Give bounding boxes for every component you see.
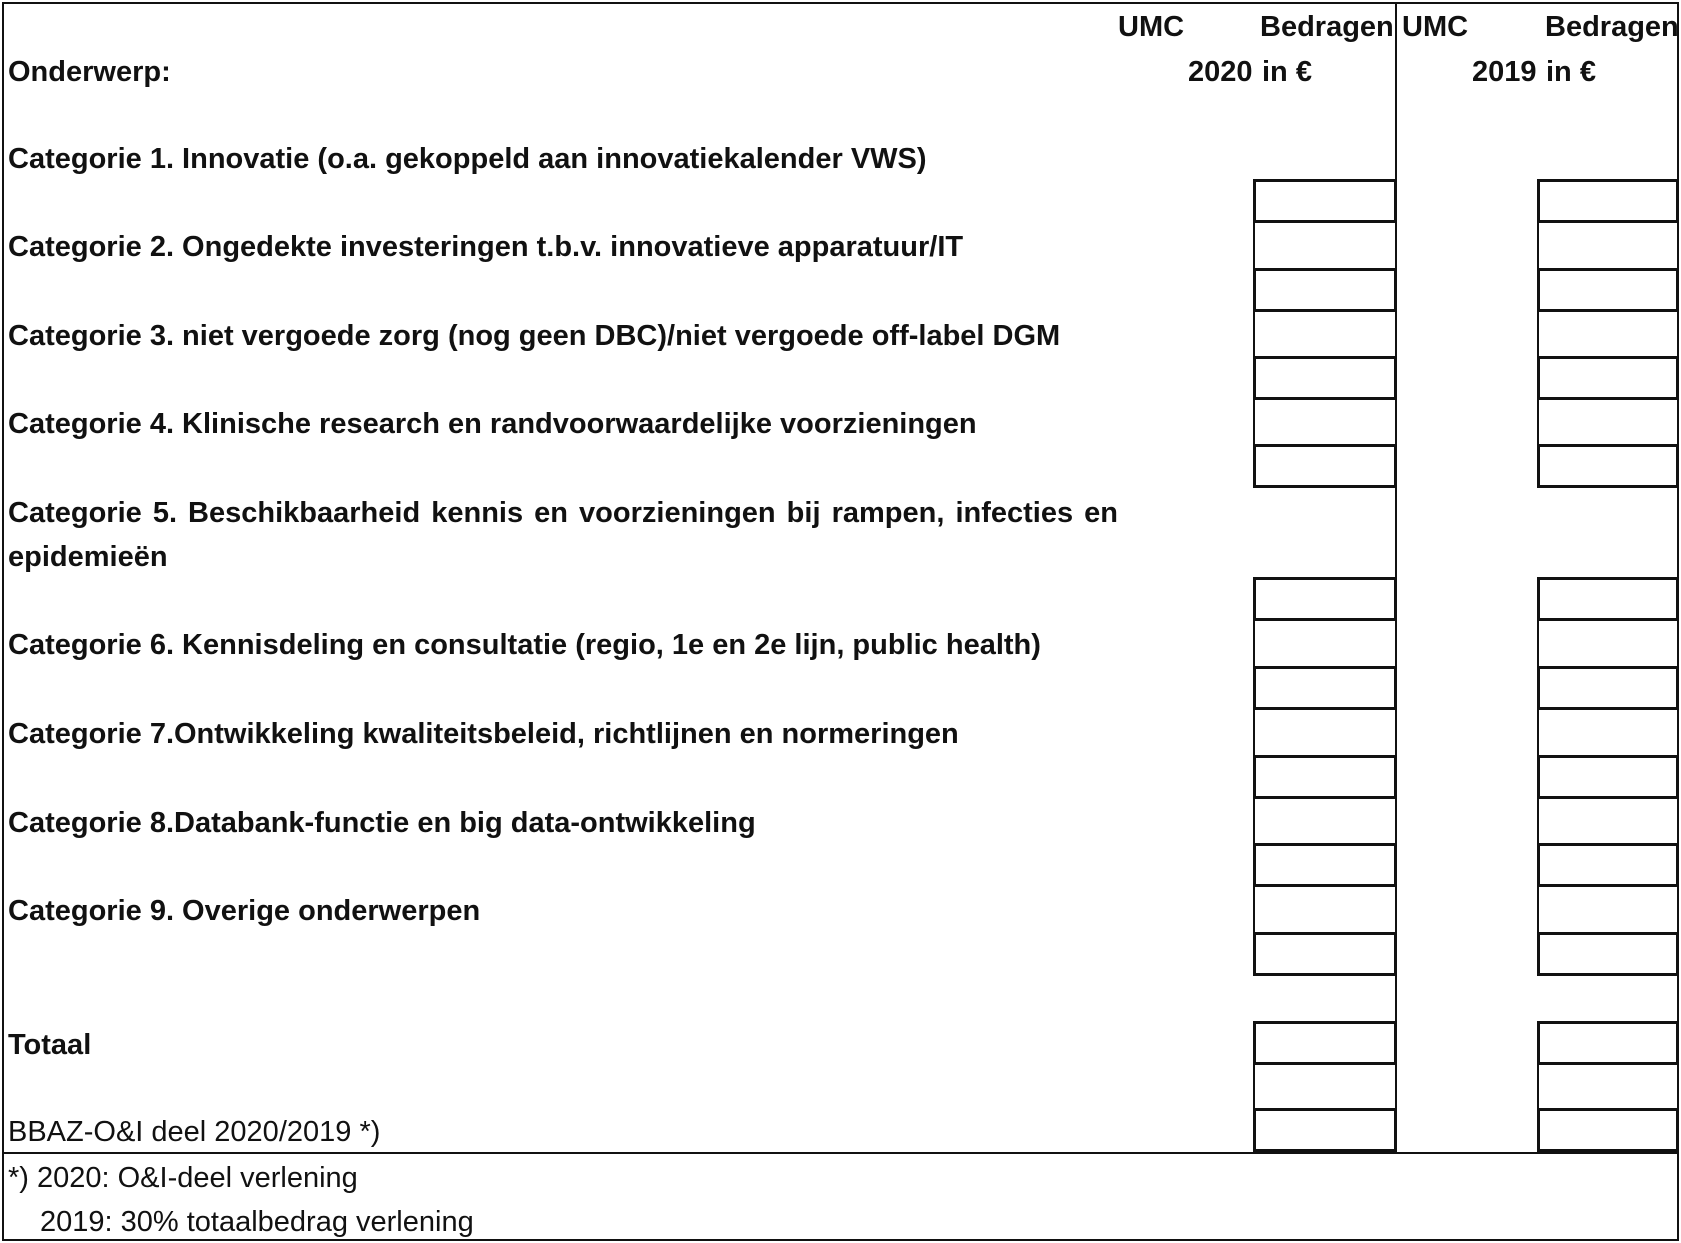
bbaz-2019-field[interactable] <box>1537 1108 1679 1152</box>
connector-stub <box>1537 710 1539 755</box>
category-4-2019-field[interactable] <box>1537 444 1679 488</box>
connector-stub <box>1253 1065 1255 1108</box>
category-5-label: Categorie 5. Beschikbaarheid kennis en voorzieningen bij rampen, infecties en epidemieën <box>8 497 1118 573</box>
header-year-2020: 2020 <box>1188 56 1253 88</box>
category-1-2019-field[interactable] <box>1537 179 1679 223</box>
connector-stub <box>1253 312 1255 356</box>
page-title: Onderwerp: <box>8 56 171 88</box>
connector-stub <box>1537 223 1539 268</box>
connector-stub <box>1253 710 1255 755</box>
totaal-2019-field[interactable] <box>1537 1021 1679 1065</box>
category-6-2019-field[interactable] <box>1537 666 1679 710</box>
totaal-2020-field[interactable] <box>1253 1021 1397 1065</box>
category-7-2020-field[interactable] <box>1253 755 1397 799</box>
connector-stub <box>1537 1065 1539 1108</box>
connector-stub <box>1253 799 1255 843</box>
footnote-line-2: 2019: 30% totaalbedrag verlening <box>40 1206 474 1238</box>
category-8-label: Categorie 8.Databank-functie en big data-ontwikkeling <box>8 807 756 839</box>
category-9-2019-field[interactable] <box>1537 932 1679 976</box>
connector-stub <box>1537 887 1539 932</box>
category-1-2020-field[interactable] <box>1253 179 1397 223</box>
connector-stub <box>1253 400 1255 444</box>
category-5-2020-field[interactable] <box>1253 577 1397 621</box>
header-bedragen-2020: Bedragen <box>1260 11 1394 43</box>
header-umc-2019: UMC <box>1402 11 1469 43</box>
connector-stub <box>1537 621 1539 666</box>
connector-stub <box>1253 223 1255 268</box>
category-6-label: Categorie 6. Kennisdeling en consultatie (regio, 1e en 2e lijn, public health) <box>8 629 1041 661</box>
header-umc-2020: UMC <box>1118 11 1185 43</box>
category-4-2020-field[interactable] <box>1253 444 1397 488</box>
table-frame <box>2 2 1679 1241</box>
category-7-2019-field[interactable] <box>1537 755 1679 799</box>
category-2-2019-field[interactable] <box>1537 268 1679 312</box>
category-9-label: Categorie 9. Overige onderwerpen <box>8 895 481 927</box>
totaal-label: Totaal <box>8 1029 92 1061</box>
category-5-2019-field[interactable] <box>1537 577 1679 621</box>
footnote-line-1: *) 2020: O&I-deel verlening <box>8 1162 358 1194</box>
category-1-label: Categorie 1. Innovatie (o.a. gekoppeld aan innovatiekalender VWS) <box>8 143 927 175</box>
category-9-2020-field[interactable] <box>1253 932 1397 976</box>
connector-stub <box>1537 312 1539 356</box>
category-4-label: Categorie 4. Klinische research en randvoorwaardelijke voorzieningen <box>8 408 977 440</box>
connector-stub <box>1537 400 1539 444</box>
connector-stub <box>1537 799 1539 843</box>
connector-stub <box>1253 887 1255 932</box>
category-8-2020-field[interactable] <box>1253 843 1397 887</box>
category-7-label: Categorie 7.Ontwikkeling kwaliteitsbeleid, richtlijnen en normeringen <box>8 718 959 750</box>
header-year-2019: 2019 <box>1472 56 1537 88</box>
category-3-2019-field[interactable] <box>1537 356 1679 400</box>
category-2-label: Categorie 2. Ongedekte investeringen t.b.v. innovatieve apparatuur/IT <box>8 231 964 263</box>
header-bedragen-2019: Bedragen <box>1545 11 1679 43</box>
connector-stub <box>1253 621 1255 666</box>
header-unit-2019: in € <box>1546 56 1596 88</box>
category-3-label: Categorie 3. niet vergoede zorg (nog geen DBC)/niet vergoede off-label DGM <box>8 320 1061 352</box>
bbaz-2020-field[interactable] <box>1253 1108 1397 1152</box>
header-unit-2020: in € <box>1262 56 1312 88</box>
bbaz-label: BBAZ-O&I deel 2020/2019 *) <box>8 1116 381 1148</box>
category-3-2020-field[interactable] <box>1253 356 1397 400</box>
category-8-2019-field[interactable] <box>1537 843 1679 887</box>
category-6-2020-field[interactable] <box>1253 666 1397 710</box>
category-2-2020-field[interactable] <box>1253 268 1397 312</box>
